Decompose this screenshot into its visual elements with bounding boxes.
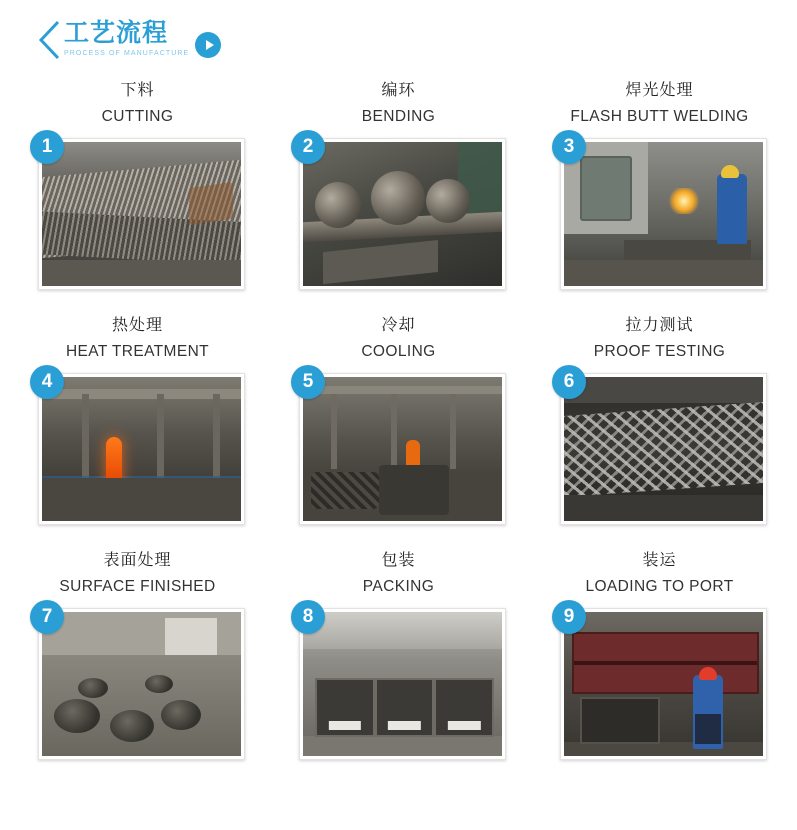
step-number-badge: 6 bbox=[552, 365, 586, 399]
step-photo-flash-butt-welding bbox=[564, 142, 763, 286]
step-number-badge: 9 bbox=[552, 600, 586, 634]
photo-frame bbox=[38, 373, 245, 525]
step-photo-bending bbox=[303, 142, 502, 286]
step-number-badge: 3 bbox=[552, 130, 586, 164]
photo-frame bbox=[38, 138, 245, 290]
step-number-badge: 2 bbox=[291, 130, 325, 164]
step-photo-wrap bbox=[291, 138, 506, 295]
logo-title-en: PROCESS OF MANUFACTURE bbox=[64, 50, 190, 57]
steps-grid bbox=[30, 78, 767, 783]
step-title-en: SURFACE FINISHED bbox=[59, 578, 216, 595]
photo-frame bbox=[38, 608, 245, 760]
step-caption bbox=[552, 548, 767, 600]
step-card-3 bbox=[552, 78, 767, 295]
step-card-5 bbox=[291, 313, 506, 530]
step-title-en: PROOF TESTING bbox=[593, 343, 726, 360]
angle-bracket-icon bbox=[38, 20, 60, 58]
step-photo-wrap bbox=[291, 373, 506, 530]
step-caption bbox=[552, 78, 767, 130]
logo-text bbox=[64, 19, 189, 59]
step-caption bbox=[30, 78, 245, 130]
step-title-cn: 下料 bbox=[120, 82, 155, 99]
step-photo-heat-treatment bbox=[42, 377, 241, 521]
step-photo-surface-finished bbox=[42, 612, 241, 756]
header bbox=[0, 0, 797, 78]
step-photo-wrap bbox=[30, 138, 245, 295]
step-title-cn: 焊光处理 bbox=[625, 82, 694, 99]
step-title-en: PACKING bbox=[362, 578, 435, 595]
step-title-en: CUTTING bbox=[101, 108, 174, 125]
step-photo-cutting bbox=[42, 142, 241, 286]
step-caption bbox=[30, 548, 245, 600]
step-card-8 bbox=[291, 548, 506, 765]
step-title-en: BENDING bbox=[361, 108, 436, 125]
step-card-4 bbox=[30, 313, 245, 530]
photo-frame bbox=[299, 138, 506, 290]
step-card-9 bbox=[552, 548, 767, 765]
step-title-en: COOLING bbox=[361, 343, 436, 360]
step-photo-wrap bbox=[291, 608, 506, 765]
step-caption bbox=[291, 313, 506, 365]
step-photo-wrap bbox=[552, 373, 767, 530]
logo-title-cn: 工艺流程 bbox=[64, 19, 169, 47]
step-photo-wrap bbox=[30, 608, 245, 765]
step-caption bbox=[291, 548, 506, 600]
step-title-en: FLASH BUTT WELDING bbox=[570, 108, 749, 125]
photo-frame bbox=[560, 373, 767, 525]
step-title-cn: 表面处理 bbox=[103, 552, 172, 569]
play-triangle bbox=[206, 40, 214, 50]
step-title-en: LOADING TO PORT bbox=[585, 578, 734, 595]
step-number-badge: 4 bbox=[30, 365, 64, 399]
play-icon bbox=[195, 32, 221, 58]
photo-frame bbox=[560, 608, 767, 760]
logo bbox=[38, 13, 221, 65]
step-title-cn: 包装 bbox=[381, 552, 416, 569]
photo-frame bbox=[560, 138, 767, 290]
step-title-en: HEAT TREATMENT bbox=[65, 343, 210, 360]
step-title-cn: 编环 bbox=[381, 82, 416, 99]
step-caption bbox=[291, 78, 506, 130]
step-number-badge: 1 bbox=[30, 130, 64, 164]
photo-frame bbox=[299, 373, 506, 525]
photo-frame bbox=[299, 608, 506, 760]
step-photo-wrap bbox=[552, 138, 767, 295]
step-photo-packing bbox=[303, 612, 502, 756]
step-title-cn: 拉力测试 bbox=[625, 317, 694, 334]
step-photo-proof-testing bbox=[564, 377, 763, 521]
step-number-badge: 7 bbox=[30, 600, 64, 634]
step-caption bbox=[552, 313, 767, 365]
step-card-7 bbox=[30, 548, 245, 765]
step-title-cn: 冷却 bbox=[381, 317, 416, 334]
step-photo-loading-to-port bbox=[564, 612, 763, 756]
step-card-6 bbox=[552, 313, 767, 530]
step-photo-wrap bbox=[552, 608, 767, 765]
step-photo-wrap bbox=[30, 373, 245, 530]
step-number-badge: 5 bbox=[291, 365, 325, 399]
step-photo-cooling bbox=[303, 377, 502, 521]
step-card-1 bbox=[30, 78, 245, 295]
step-title-cn: 装运 bbox=[642, 552, 677, 569]
step-caption bbox=[30, 313, 245, 365]
step-number-badge: 8 bbox=[291, 600, 325, 634]
step-card-2 bbox=[291, 78, 506, 295]
step-title-cn: 热处理 bbox=[111, 317, 163, 334]
